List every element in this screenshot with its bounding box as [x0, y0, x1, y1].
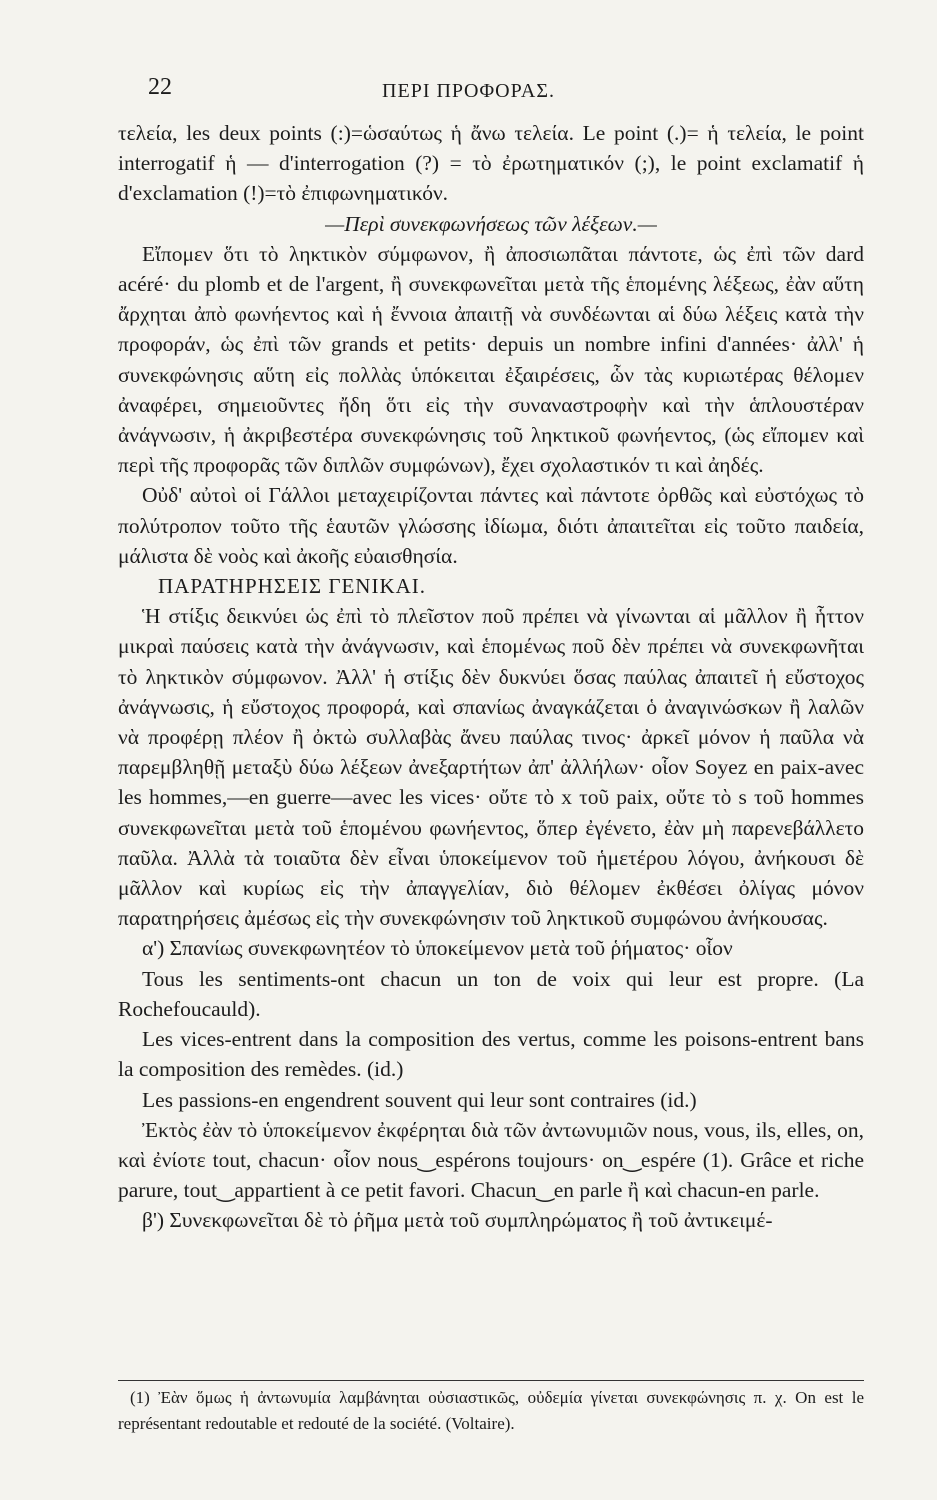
- body-text: [118, 118, 864, 1236]
- page-number: 22: [148, 74, 172, 100]
- example-sentence-3: Les passions-en engendrent souvent qui leur sont contraires (id.): [142, 1087, 697, 1112]
- running-title: ΠΕΡΙ ΠΡΟΦΟΡΑΣ.: [382, 80, 555, 102]
- section-subheading: —Περὶ συνεκφωνήσεως τῶν λέξεων.—: [325, 211, 657, 236]
- paragraph-rule-b: β') Συνεκφωνεῖται δὲ τὸ ῥῆμα μετὰ τοῦ συμπληρώματος ἢ τοῦ ἀντικειμέ-: [142, 1208, 773, 1233]
- paragraph-rule-a: α') Σπανίως συνεκφωνητέον τὸ ὑποκείμενον μετὰ τοῦ ῥήματος· οἷον: [142, 936, 733, 961]
- paragraph-punctuation: τελεία, les deux points (:)=ὡσαύτως ἡ ἄνω τελεία. Le point (.)= ἡ τελεία, le point interrogatif ἡ — d'interrogation (?) = τὸ ἐρωτηματικόν (;), le point exclamatif ἡ d'exclamation (!)=τὸ ἐπιφωνηματικόν.: [118, 121, 864, 206]
- section-title: ΠΑΡΑΤΗΡΗΣΕΙΣ ΓΕΝΙΚΑΙ.: [158, 574, 427, 599]
- footnote-divider: [118, 1380, 864, 1381]
- example-sentence-2: Les vices-entrent dans la composition des vertus, comme les poisons-entrent bans la composition des remèdes. (id.): [118, 1027, 864, 1082]
- paragraph-pronoun-exception: Ἐκτὸς ἐὰν τὸ ὑποκείμενον ἐκφέρηται διὰ τῶν ἀντωνυμιῶν nous, vous, ils, elles, on, καὶ ἐνίοτε tout, chacun· οἷον nous‿espérons toujours· on‿espére (1). Grâce et riche parure, tout‿appartient à ce petit favori. Chacun‿en parle ἢ καὶ chacun-en parle.: [118, 1117, 864, 1203]
- footnotes: [118, 1385, 864, 1437]
- example-sentence-1: Tous les sentiments-ont chacun un ton de voix qui leur est propre. (La Rochefoucauld).: [118, 966, 864, 1021]
- paragraph-general-remarks: Ἡ στίξις δεικνύει ὡς ἐπὶ τὸ πλεῖστον ποῦ πρέπει νὰ γίνωνται αἱ μᾶλλον ἢ ἧττον μικραὶ παύσεις κατὰ τὴν ἀνάγνωσιν, καὶ ἑπομένως ποῦ δὲν πρέπει νὰ συνεκφωνῆται τὸ ληκτικὸν σύμφωνον. Ἀλλ' ἡ στίξις δὲν δυκνύει ὅσας παύλας ἀπαιτεῖ ἡ εὔστοχος ἀνάγνωσις, ἡ εὔστοχος προφορά, καὶ σπανίως ἀναγκάζεται ὁ ἀναγινώσκων ἢ λαλῶν νὰ προφέρῃ πλέον ἢ ὀκτὼ συλλαβὰς ἄνευ παύλας τινος· ἀρκεῖ μόνον ἡ παῦλα νὰ παρεμβληθῇ μεταξὺ δύω λέξεων ἀνεξαρτήτων ἀπ' ἀλλήλων· οἷον Soyez en paix-avec les hommes,—en guerre—avec les vices· οὔτε τὸ x τοῦ paix, οὔτε τὸ s τοῦ hommes συνεκφωνεῖται μετὰ τοῦ ἑπομένου φωνήεντος, ὅπερ ἐγένετο, ἐὰν μὴ παρενεβάλλετο παῦλα. Ἀλλὰ τὰ τοιαῦτα δὲν εἶναι ὑποκείμενον τοῦ ἡμετέρου λόγου, ἀνήκουσι δὲ μᾶλλον καὶ κυρίως εἰς τὴν ἀπαγγελίαν, διὸ θέλομεν ἐκθέσει ὀλίγας μόνον παρατηρήσεις ἀμέσως εἰς τὴν συνεκφώνησιν τοῦ ληκτικοῦ συμφώνου ἀνήκουσας.: [118, 604, 864, 931]
- paragraph-french-usage: Οὐδ' αὐτοὶ οἱ Γάλλοι μεταχειρίζονται πάντες καὶ πάντοτε ὀρθῶς καὶ εὐστόχως τὸ πολύτροπον τοῦτο τῆς ἑαυτῶν γλώσσης ἰδίωμα, διότι ἀπαιτεῖται εἰς τοῦτο παιδεία, μάλιστα δὲ νοὸς καὶ ἀκοῆς εὐαισθησία.: [118, 483, 864, 568]
- footnote-1: (1) Ἐὰν ὅμως ἡ ἀντωνυμία λαμβάνηται οὐσιαστικῶς, οὐδεμία γίνεται συνεκφώνησις π. χ. On est le représentant redoutable et redouté de la société. (Voltaire).: [118, 1388, 864, 1433]
- paragraph-liaison: Εἴπομεν ὅτι τὸ ληκτικὸν σύμφωνον, ἢ ἀποσιωπᾶται πάντοτε, ὡς ἐπὶ τῶν dard acéré· du plomb et de l'argent, ἢ συνεκφωνεῖται μετὰ τῆς ἑπομένης λέξεως, ἐὰν αὕτη ἄρχηται ἀπὸ φωνήεντος καὶ ἡ ἔννοια ἀπαιτῇ νὰ συνδέωνται αἱ δύω λέξεις κατὰ τὴν προφοράν, ὡς ἐπὶ τῶν grands et petits· depuis un nombre infini d'années· ἀλλ' ἡ συνεκφώνησις αὕτη εἰς πολλὰς ὑπόκειται ἐξαιρέσεις, ὧν τὰς κυριωτέρας θέλομεν ἀναφέρει, σημειοῦντες ἤδη ὅτι εἰς τὴν συναναστροφὴν καὶ τὴν ἁπλουστέραν ἀνάγνωσιν, ἡ ἀκριβεστέρα συνεκφώνησις τοῦ ληκτικοῦ φωνήεντος, (ὡς εἴπομεν καὶ περὶ τῆς προφορᾶς τῶν διπλῶν συμφώνων), ἔχει σχολαστικόν τι καὶ ἀηδές.: [118, 241, 864, 478]
